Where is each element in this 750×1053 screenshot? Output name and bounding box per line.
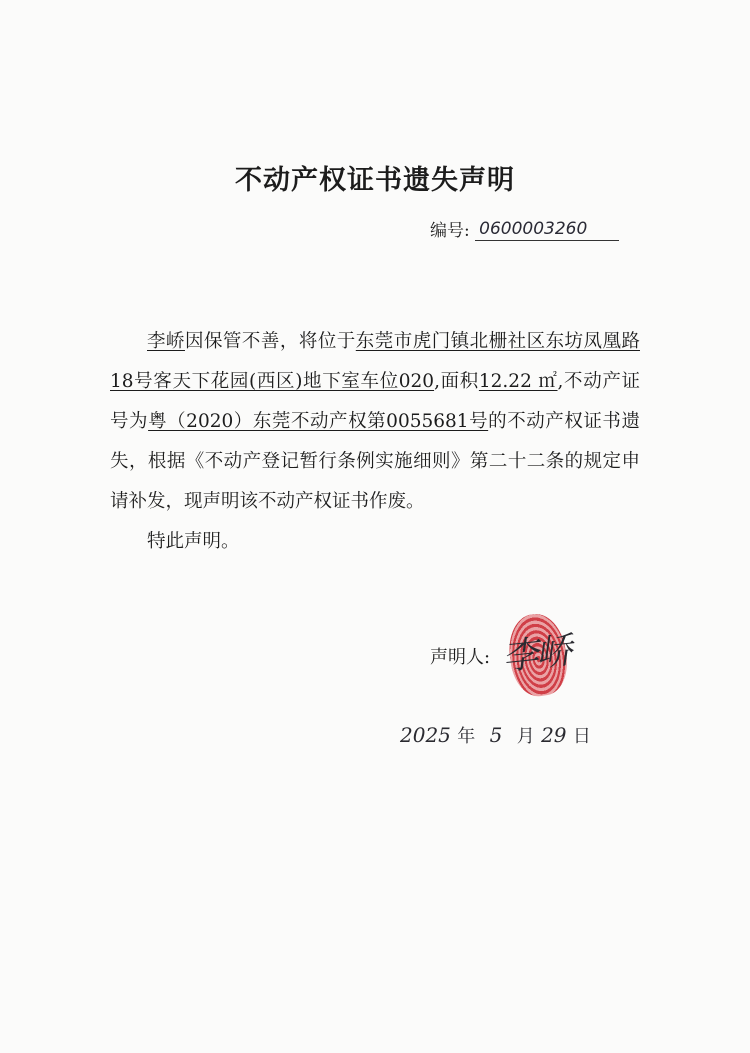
text-segment: ,不动产证号为: [110, 371, 640, 432]
document-title: 不动产权证书遗失声明: [235, 165, 515, 196]
signer-label: 声明人:: [430, 647, 491, 668]
declaration-paragraph: [110, 322, 640, 522]
property-area: 12.22 ㎡: [478, 371, 558, 392]
property-address: 东莞市虎门镇北栅社区东坊凤凰路18号客天下花园(西区)地下室车位020: [110, 331, 640, 392]
date-day: 29: [541, 723, 567, 747]
date-month-unit: 月: [516, 726, 535, 747]
text-segment: 的不动产权证书遗失，根据《不动产登记暂行条例实施细则》第二十二条的规定申请补发，现声明该不动产权证书作废。: [110, 411, 640, 512]
text-segment: 因保管不善，将位于: [184, 331, 356, 352]
date-month: 5: [489, 723, 503, 747]
handwritten-signature: 李峤: [500, 630, 573, 679]
serial-number: [430, 216, 619, 241]
date-day-unit: 日: [572, 726, 591, 747]
closing-statement: 特此声明。: [147, 531, 240, 552]
text-segment: ,面积: [434, 371, 479, 392]
date-year: 2025: [400, 723, 451, 747]
signing-date: [400, 722, 591, 748]
date-year-unit: 年: [457, 726, 476, 747]
serial-label: 编号:: [430, 221, 470, 241]
declaration-body: [110, 322, 640, 562]
owner-name: 李峤: [147, 331, 185, 352]
serial-value: 0600003260: [475, 218, 619, 241]
certificate-number: 粤（2020）东莞不动产权第0055681号: [148, 411, 489, 432]
